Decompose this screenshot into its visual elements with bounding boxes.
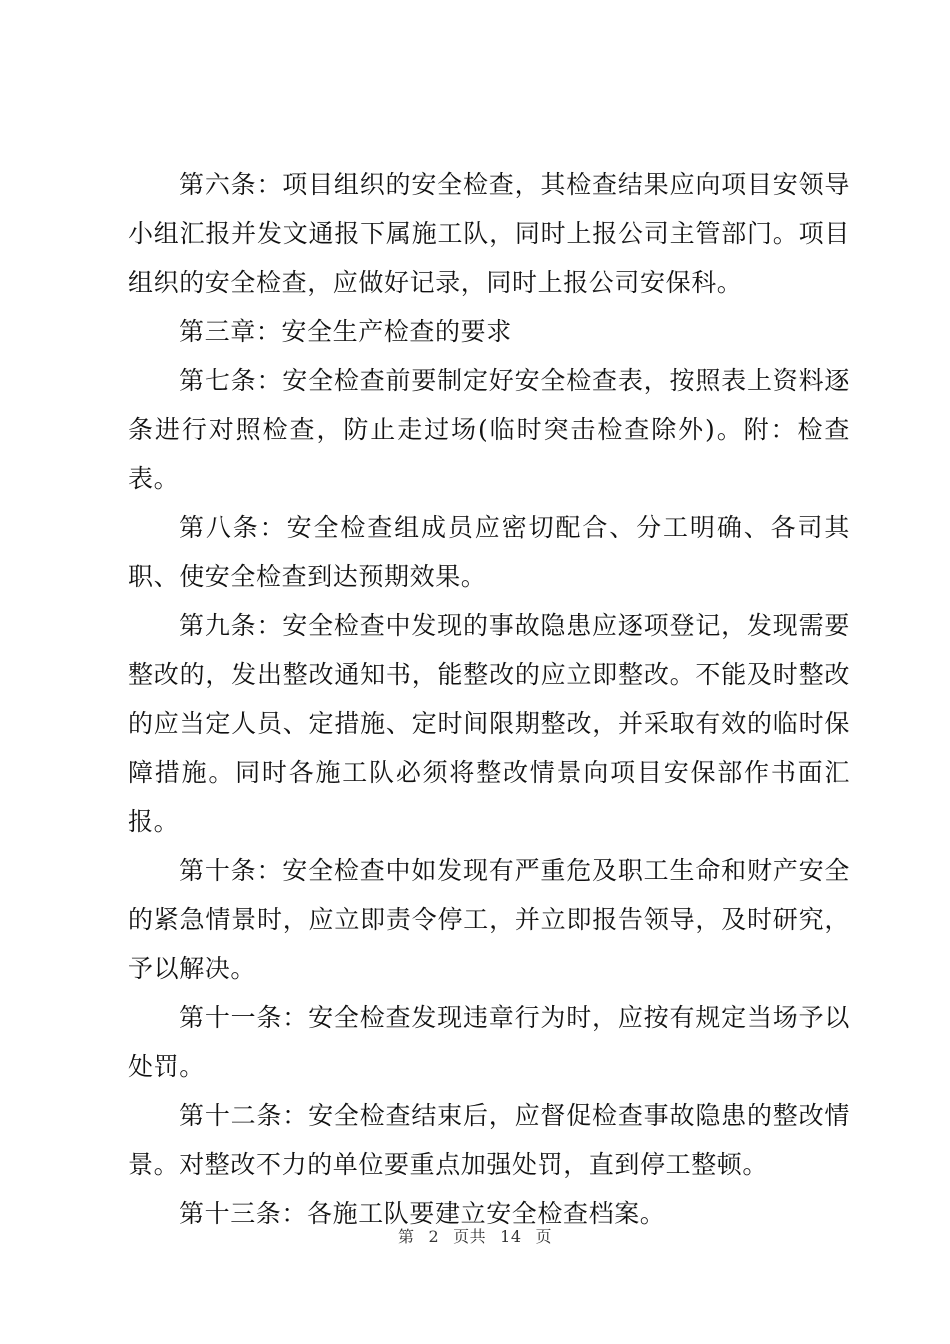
paragraph-article-13: 第十三条：各施工队要建立安全检查档案。 [179, 1199, 666, 1228]
document-body [128, 160, 850, 1238]
paragraph-article-10: 第十条：安全检查中如发现有严重危及职工生命和财产安全的紧急情景时，应立即责令停工，并立即报告领导，及时研究，予以解决。 [128, 856, 850, 983]
chapter-heading-3: 第三章：安全生产检查的要求 [179, 317, 512, 346]
footer-label-page: 第 [397, 1227, 415, 1246]
paragraph-article-11: 第十一条：安全检查发现违章行为时，应按有规定当场予以处罚。 [128, 1003, 850, 1081]
paragraph-article-6: 第六条：项目组织的安全检查，其检查结果应向项目安领导小组汇报并发文通报下属施工队，同时上报公司主管部门。项目组织的安全检查，应做好记录，同时上报公司安保科。 [128, 170, 850, 297]
paragraph-article-12: 第十二条：安全检查结束后，应督促检查事故隐患的整改情景。对整改不力的单位要重点加强处罚，直到停工整顿。 [128, 1101, 850, 1179]
total-pages-number: 14 [500, 1227, 522, 1246]
current-page-number: 2 [428, 1227, 440, 1246]
footer-label-total: 页共 [453, 1227, 487, 1246]
paragraph-article-9: 第九条：安全检查中发现的事故隐患应逐项登记，发现需要整改的，发出整改通知书，能整改的应立即整改。不能及时整改的应当定人员、定措施、定时间限期整改，并采取有效的临时保障措施。同时各施工队必须将整改情景向项目安保部作书面汇报。 [128, 611, 850, 836]
footer-label-end: 页 [535, 1227, 553, 1246]
paragraph-article-7: 第七条：安全检查前要制定好安全检查表，按照表上资料逐条进行对照检查，防止走过场(临时突击检查除外)。附：检查表。 [128, 366, 850, 493]
paragraph-article-8: 第八条：安全检查组成员应密切配合、分工明确、各司其职、使安全检查到达预期效果。 [128, 513, 850, 591]
page-footer [0, 1224, 950, 1247]
